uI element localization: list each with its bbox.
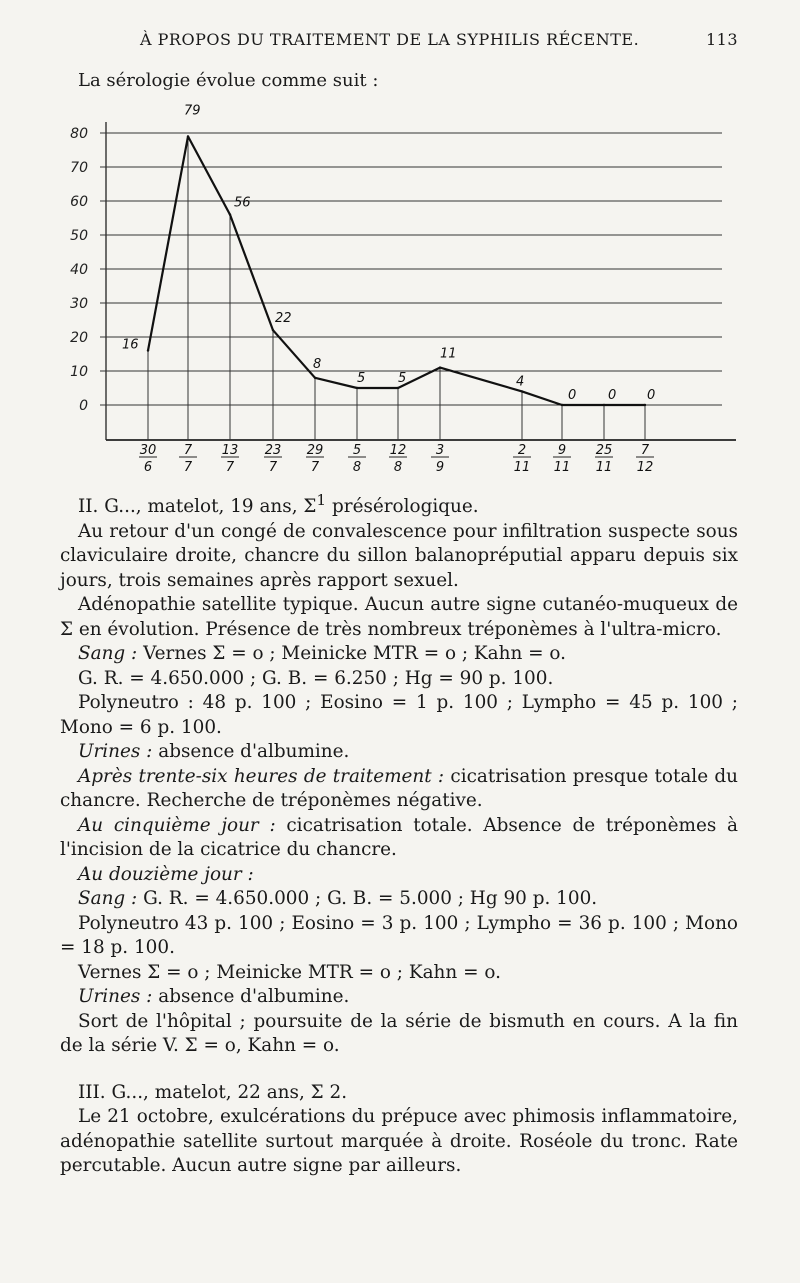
data-point: [397, 387, 399, 389]
data-point: [314, 377, 316, 379]
y-tick-label: 50: [70, 228, 88, 244]
date-day-label: 7: [183, 443, 193, 458]
date-day-label: 3: [435, 443, 445, 458]
date-month-label: 8: [393, 460, 403, 475]
page-number: 113: [705, 30, 738, 49]
apres-text: cicatrisation presque totale du chancre. Recherche de tréponèmes négative.: [60, 765, 738, 812]
data-point: [644, 404, 646, 406]
point-label: 8: [313, 356, 322, 372]
case-2-heading: [60, 488, 738, 520]
point-labels: [122, 103, 655, 403]
case-2-heading-text: II. G..., matelot, 19 ans, Σ: [78, 496, 317, 518]
y-tick-label: 60: [70, 194, 88, 210]
y-tick-label: 40: [70, 262, 88, 278]
label-apres: Après trente-six heures de traitement :: [78, 765, 445, 787]
date-month-label: 8: [352, 460, 362, 475]
y-tick-label: 30: [70, 296, 88, 312]
data-point: [229, 213, 231, 215]
case-2-cinquieme: [60, 814, 738, 863]
date-day-label: 23: [264, 443, 282, 458]
point-label: 0: [647, 388, 656, 403]
case-2-heading-sup: 1: [316, 491, 327, 509]
date-month-label: 12: [636, 460, 654, 475]
date-month-label: 7: [268, 460, 278, 475]
date-month-label: 7: [225, 460, 235, 475]
y-tick-label: 80: [70, 126, 88, 142]
label-urines-1: Urines :: [78, 741, 153, 763]
date-month-label: 11: [513, 460, 531, 475]
case-2-poly-1: Polyneutro : 48 p. 100 ; Eosino = 1 p. 100 ; Lympho = 45 p. 100 ; Mono = 6 p. 100.: [60, 692, 738, 738]
cinquieme-text: cicatrisation totale. Absence de tréponèmes à l'incision de la cicatrice du chancre.: [60, 814, 738, 861]
case-2-paragraph-2: Adénopathie satellite typique. Aucun autre signe cutanéo-muqueux de Σ en évolution. Présence de très nombreux tréponèmes à l'ultra-micro.: [60, 594, 738, 640]
case-2-urines-2: [60, 985, 738, 1010]
data-point: [272, 329, 274, 331]
date-month-label: 11: [553, 460, 571, 475]
case-2-heading-rest: présérologique.: [326, 496, 479, 518]
chart-grid: [100, 122, 736, 440]
case-2-vernes-2: Vernes Σ = o ; Meinicke MTR = o ; Kahn = o.: [78, 961, 501, 983]
point-label: 56: [234, 195, 251, 211]
case-2-apres: [60, 765, 738, 814]
body-text: [60, 488, 738, 1179]
y-tick-label: 10: [70, 364, 88, 380]
data-point: [147, 349, 149, 351]
chart-intro: La sérologie évolue comme suit :: [78, 70, 379, 91]
case-2-sang-1: [60, 642, 738, 667]
case-2-sort: Sort de l'hôpital ; poursuite de la série de bismuth en cours. A la fin de la série V. Σ = o, Kahn = o.: [60, 1010, 738, 1057]
data-point: [603, 404, 605, 406]
case-3-paragraph-1: Le 21 octobre, exulcérations du prépuce avec phimosis inflammatoire, adénopathie satellite surtout marquée à droite. Roséole du tronc. Rate percutable. Aucun autre signe par ailleurs.: [60, 1106, 738, 1177]
date-labels: [139, 443, 654, 475]
date-month-label: 9: [435, 460, 445, 475]
label-sang-2: Sang :: [78, 888, 138, 910]
point-label: 79: [184, 103, 201, 119]
y-tick-label: 70: [70, 160, 88, 176]
series-line-group: [147, 135, 646, 406]
sang-2-text: G. R. = 4.650.000 ; G. B. = 5.000 ; Hg 90 p. 100.: [137, 888, 598, 910]
case-2-sang-2: [60, 887, 738, 912]
sang-1-text: Vernes Σ = o ; Meinicke MTR = o ; Kahn = o.: [137, 643, 567, 665]
date-day-label: 7: [640, 443, 650, 458]
date-month-label: 11: [595, 460, 613, 475]
case-2-gr-1: G. R. = 4.650.000 ; G. B. = 6.250 ; Hg = 90 p. 100.: [78, 667, 554, 689]
point-label: 11: [440, 346, 457, 362]
data-point: [356, 387, 358, 389]
label-cinquieme: Au cinquième jour :: [78, 814, 276, 836]
data-point: [187, 135, 189, 137]
serology-chart: [0, 100, 800, 490]
point-label: 4: [516, 374, 525, 390]
point-label: 22: [275, 311, 292, 327]
urines-1-text: absence d'albumine.: [152, 741, 350, 763]
point-label: 5: [357, 371, 366, 386]
point-label: 0: [568, 388, 577, 403]
y-tick-label: 0: [79, 398, 88, 414]
date-month-label: 7: [183, 460, 193, 475]
point-label: 0: [608, 388, 617, 403]
case-2-urines-1: [60, 740, 738, 765]
case-2-douzieme: Au douzième jour :: [78, 863, 254, 885]
running-title: À PROPOS DU TRAITEMENT DE LA SYPHILIS RÉCENTE.: [140, 30, 640, 49]
point-label: 16: [122, 337, 139, 353]
date-day-label: 9: [557, 443, 567, 458]
y-axis-labels: [70, 126, 88, 414]
point-label: 5: [398, 371, 407, 386]
case-2-poly-2: Polyneutro 43 p. 100 ; Eosino = 3 p. 100 ; Lympho = 36 p. 100 ; Mono = 18 p. 100.: [60, 912, 738, 959]
case-3-heading: III. G..., matelot, 22 ans, Σ 2.: [78, 1081, 348, 1103]
date-day-label: 29: [306, 443, 324, 458]
date-day-label: 5: [352, 443, 362, 458]
date-day-label: 12: [389, 443, 407, 458]
series-line: [148, 136, 645, 405]
label-urines-2: Urines :: [78, 986, 153, 1008]
data-point: [521, 390, 523, 392]
running-head: [0, 30, 800, 54]
date-month-label: 6: [143, 460, 153, 475]
y-tick-label: 20: [70, 330, 88, 346]
date-month-label: 7: [310, 460, 320, 475]
date-day-label: 30: [139, 443, 157, 458]
date-day-label: 13: [221, 443, 239, 458]
date-day-label: 25: [595, 443, 613, 458]
case-2-paragraph-1: Au retour d'un congé de convalescence pour infiltration suspecte sous claviculaire droite, chancre du sillon balanopréputial apparu depuis six jours, trois semaines après rapport sexuel.: [60, 520, 738, 591]
urines-2-text: absence d'albumine.: [152, 986, 350, 1008]
data-point: [561, 404, 563, 406]
date-day-label: 2: [517, 443, 527, 458]
label-sang-1: Sang :: [78, 643, 138, 665]
data-point: [439, 366, 441, 368]
